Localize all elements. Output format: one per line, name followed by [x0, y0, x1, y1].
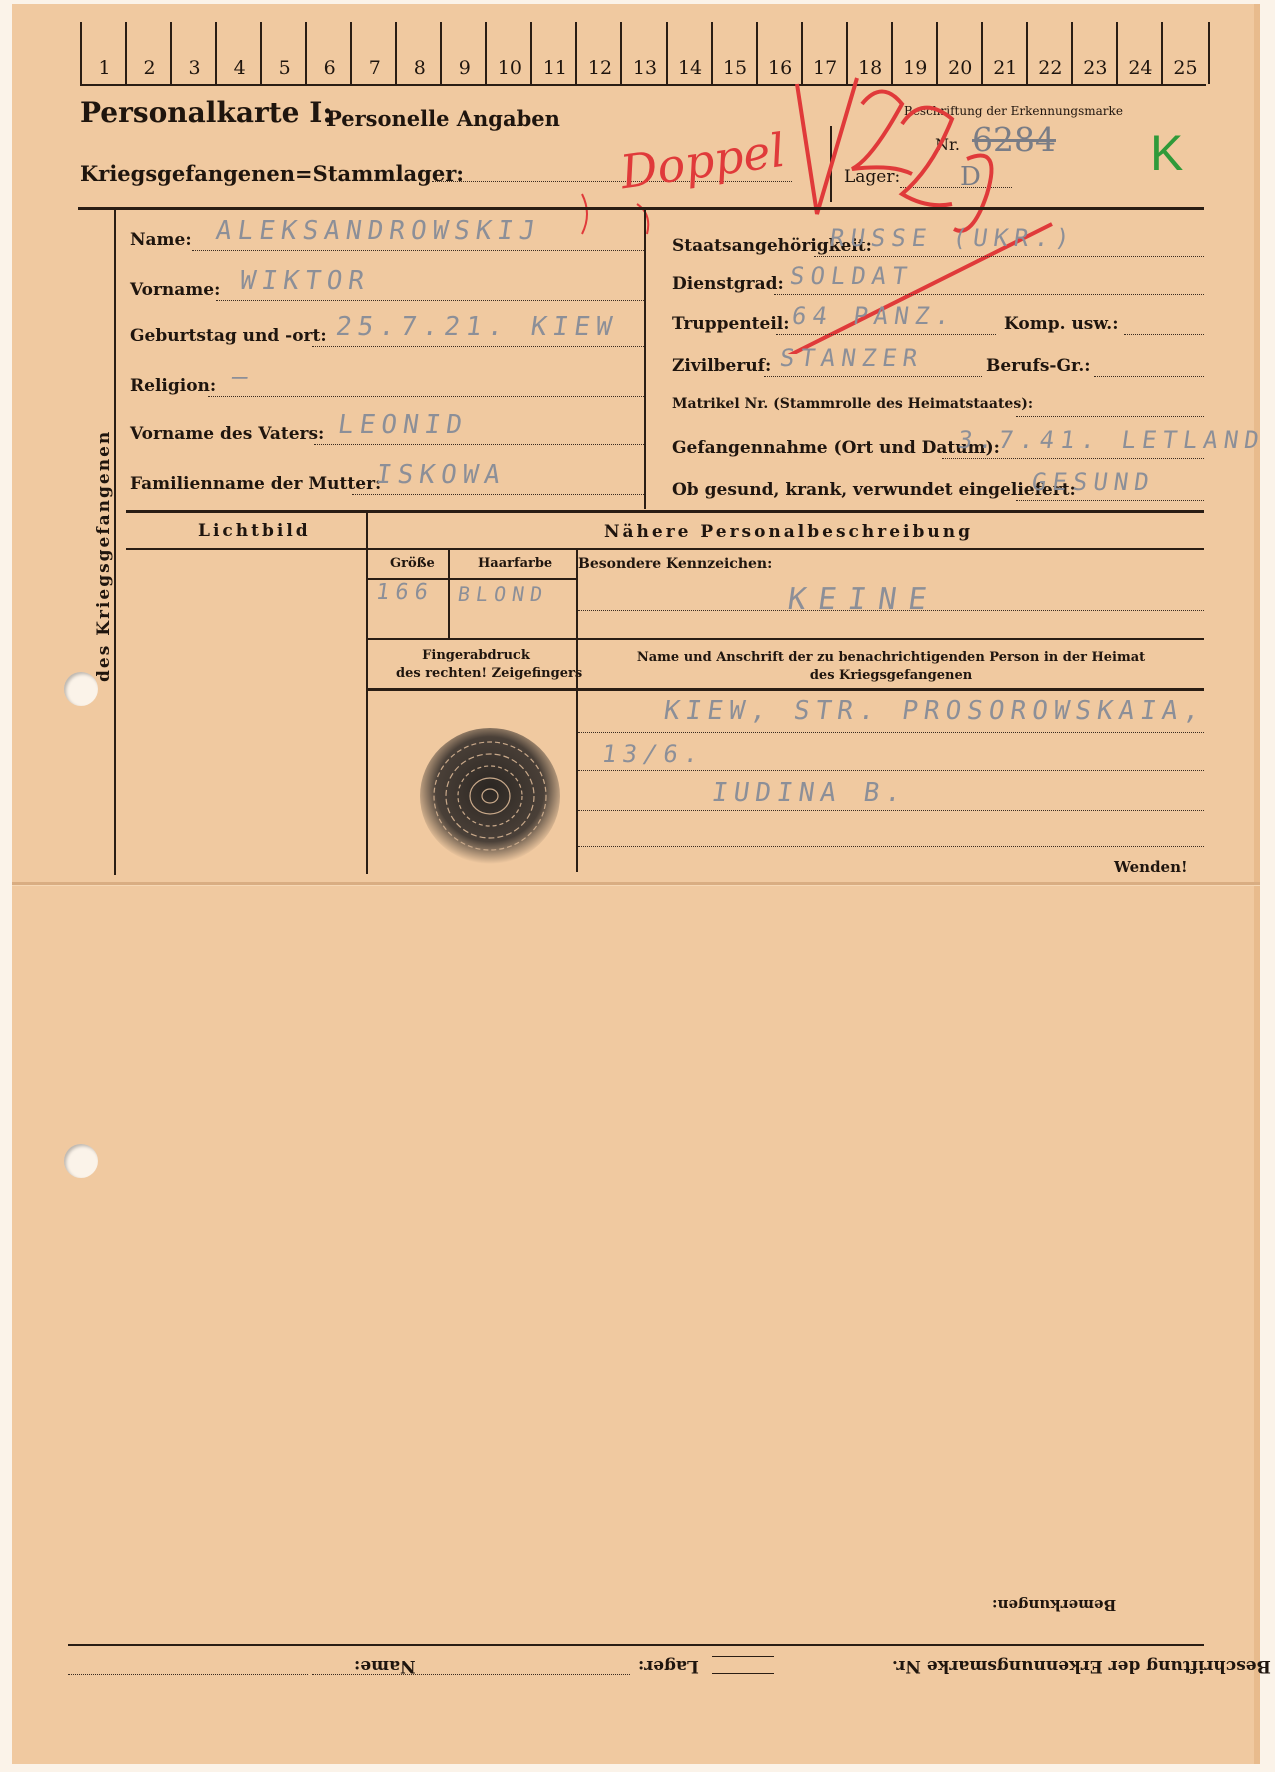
finger-label: Fingerabdruck — [422, 648, 530, 663]
column-number: 14 — [666, 22, 713, 84]
left-field-line — [216, 300, 644, 301]
contact-value-1: KIEW, STR. PROSOROWSKAIA, — [661, 696, 1208, 726]
doppel-annotation: Doppel — [617, 122, 789, 200]
turn-note: Wenden! — [1114, 858, 1188, 876]
fingerprint-image — [412, 724, 572, 874]
contact-line-2 — [578, 770, 1204, 771]
column-number: 7 — [350, 22, 397, 84]
right-field-line — [1016, 416, 1204, 417]
back-name-line — [68, 1674, 308, 1675]
marks-label: Besondere Kennzeichen: — [578, 556, 773, 572]
stammlager-label: Kriegsgefangenen=Stammlager: — [80, 161, 465, 186]
finger-label-2: des rechten! Zeigefingers — [396, 666, 583, 681]
left-field-line — [192, 250, 644, 251]
column-number: 12 — [575, 22, 622, 84]
middle-divider — [644, 207, 646, 509]
finger-header-rule — [366, 688, 1204, 691]
column-number: 11 — [530, 22, 577, 84]
left-field-label: Familienname der Mutter: — [130, 474, 382, 494]
column-number: 23 — [1071, 22, 1118, 84]
left-field-label: Religion: — [130, 376, 217, 396]
right-field-label: Staatsangehörigkeit: — [672, 236, 872, 256]
punch-hole-top — [64, 672, 98, 706]
right-field-line — [814, 256, 1204, 257]
punch-hole-bottom — [64, 1144, 98, 1178]
column-number: 21 — [981, 22, 1028, 84]
column-number: 24 — [1116, 22, 1163, 84]
column-number: 19 — [891, 22, 938, 84]
section-rule — [126, 510, 1204, 513]
left-field-value: WIKTOR — [237, 266, 373, 296]
contact-label: Name und Anschrift der zu benachrichtigenden Person in der Heimat — [636, 650, 1146, 665]
contact-value-3: IUDINA B. — [709, 778, 909, 808]
contact-line-4 — [578, 846, 1204, 847]
pow-personnel-card — [12, 4, 1271, 1764]
fold-crease — [12, 882, 1260, 885]
right-field-line — [1016, 500, 1204, 501]
size-value: 166 — [374, 580, 436, 605]
left-field-label: Geburtstag und -ort: — [130, 326, 327, 346]
column-number: 8 — [395, 22, 442, 84]
column-number: 4 — [215, 22, 262, 84]
description-header: Nähere Personalbeschreibung — [604, 522, 973, 542]
right-field-label: Berufs-Gr.: — [986, 356, 1091, 376]
left-field-line — [312, 346, 644, 347]
hair-value: BLOND — [456, 582, 550, 606]
right-field-line — [1094, 376, 1204, 377]
left-field-label: Name: — [130, 230, 192, 250]
side-label: des Kriegsgefangenen — [94, 429, 114, 682]
left-frame-line — [114, 207, 116, 875]
left-field-value: LEONID — [335, 410, 471, 440]
right-field-label: Gefangennahme (Ort und Datum): — [672, 438, 1000, 458]
column-number: 16 — [756, 22, 803, 84]
subheader-rule — [126, 548, 1204, 550]
left-field-value: – — [229, 362, 256, 392]
contact-line-1 — [578, 732, 1204, 733]
right-field-value: 64 PANZ. — [790, 302, 958, 330]
back-tag-field — [712, 1656, 774, 1674]
back-tag-label: Beschriftung der Erkennungsmarke Nr. — [892, 1656, 1271, 1676]
column-number: 9 — [440, 22, 487, 84]
back-rule — [68, 1644, 1204, 1646]
back-remarks: Bemerkungen: — [992, 1596, 1117, 1614]
right-field-line — [1124, 334, 1204, 335]
right-field-value: STANZER — [778, 344, 926, 372]
photo-header: Lichtbild — [198, 521, 311, 541]
marks-line — [578, 610, 1204, 611]
right-field-line — [764, 376, 982, 377]
left-field-line — [352, 494, 644, 495]
column-number: 25 — [1161, 22, 1210, 84]
column-number: 5 — [260, 22, 307, 84]
right-field-line — [774, 294, 1204, 295]
right-field-value: RUSSE (UKR.) — [828, 224, 1078, 252]
right-field-label: Zivilberuf: — [672, 356, 772, 376]
column-number: 6 — [305, 22, 352, 84]
right-field-label: Dienstgrad: — [672, 274, 784, 294]
hair-label: Haarfarbe — [478, 556, 553, 571]
column-number: 22 — [1026, 22, 1073, 84]
card-subtitle: Personelle Angaben — [326, 106, 560, 131]
right-field-value: 3.7.41. LETLAND — [956, 426, 1267, 454]
column-number: 3 — [170, 22, 217, 84]
right-field-line — [942, 458, 1204, 459]
right-field-value: GESUND — [1030, 468, 1157, 496]
column-number: 10 — [485, 22, 532, 84]
right-field-label: Komp. usw.: — [1004, 314, 1119, 334]
marks-value: KEINE — [785, 582, 941, 617]
right-field-line — [776, 334, 996, 335]
right-field-label: Matrikel Nr. (Stammrolle des Heimatstaates): — [672, 396, 1033, 412]
nr-label: Nr. — [935, 135, 960, 154]
right-field-label: Ob gesund, krank, verwundet eingeliefert: — [672, 480, 1076, 500]
right-field-label: Truppenteil: — [672, 314, 790, 334]
lager-label: Lager: — [844, 167, 901, 187]
card-title: Personalkarte I: — [80, 96, 333, 129]
left-field-value: ALEKSANDROWSKIJ — [213, 216, 543, 246]
green-k-mark: K — [1150, 125, 1184, 181]
size-hair-divider — [448, 548, 450, 638]
contact-line-3 — [578, 810, 1204, 811]
header-rule — [78, 207, 1204, 210]
contact-value-2: 13/6. — [600, 740, 707, 768]
left-field-value: ISKOWA — [373, 460, 509, 490]
description-divider — [576, 548, 578, 872]
column-number: 13 — [620, 22, 667, 84]
lager-value: D — [960, 162, 981, 192]
column-number: 17 — [801, 22, 848, 84]
column-number: 15 — [711, 22, 758, 84]
column-number: 2 — [125, 22, 172, 84]
frame-tick — [114, 207, 124, 209]
left-field-label: Vorname des Vaters: — [130, 424, 325, 444]
column-number: 18 — [846, 22, 893, 84]
size-label: Größe — [390, 556, 435, 571]
back-lager-label: Lager: — [638, 1656, 699, 1676]
left-field-label: Vorname: — [130, 280, 221, 300]
tag-caption: Beschriftung der Erkennungsmarke — [904, 104, 1123, 118]
nr-value: 6284 — [972, 120, 1056, 159]
photo-divider — [366, 510, 368, 874]
finger-top-rule — [366, 638, 1204, 640]
column-number: 20 — [936, 22, 983, 84]
right-field-value: SOLDAT — [788, 262, 915, 290]
back-name-label: Name: — [354, 1656, 416, 1676]
left-field-value: 25.7.21. KIEW — [333, 312, 620, 342]
left-field-line — [314, 444, 644, 445]
contact-label-2: des Kriegsgefangenen — [809, 668, 973, 683]
left-field-line — [208, 396, 644, 397]
column-number: 1 — [80, 22, 127, 84]
